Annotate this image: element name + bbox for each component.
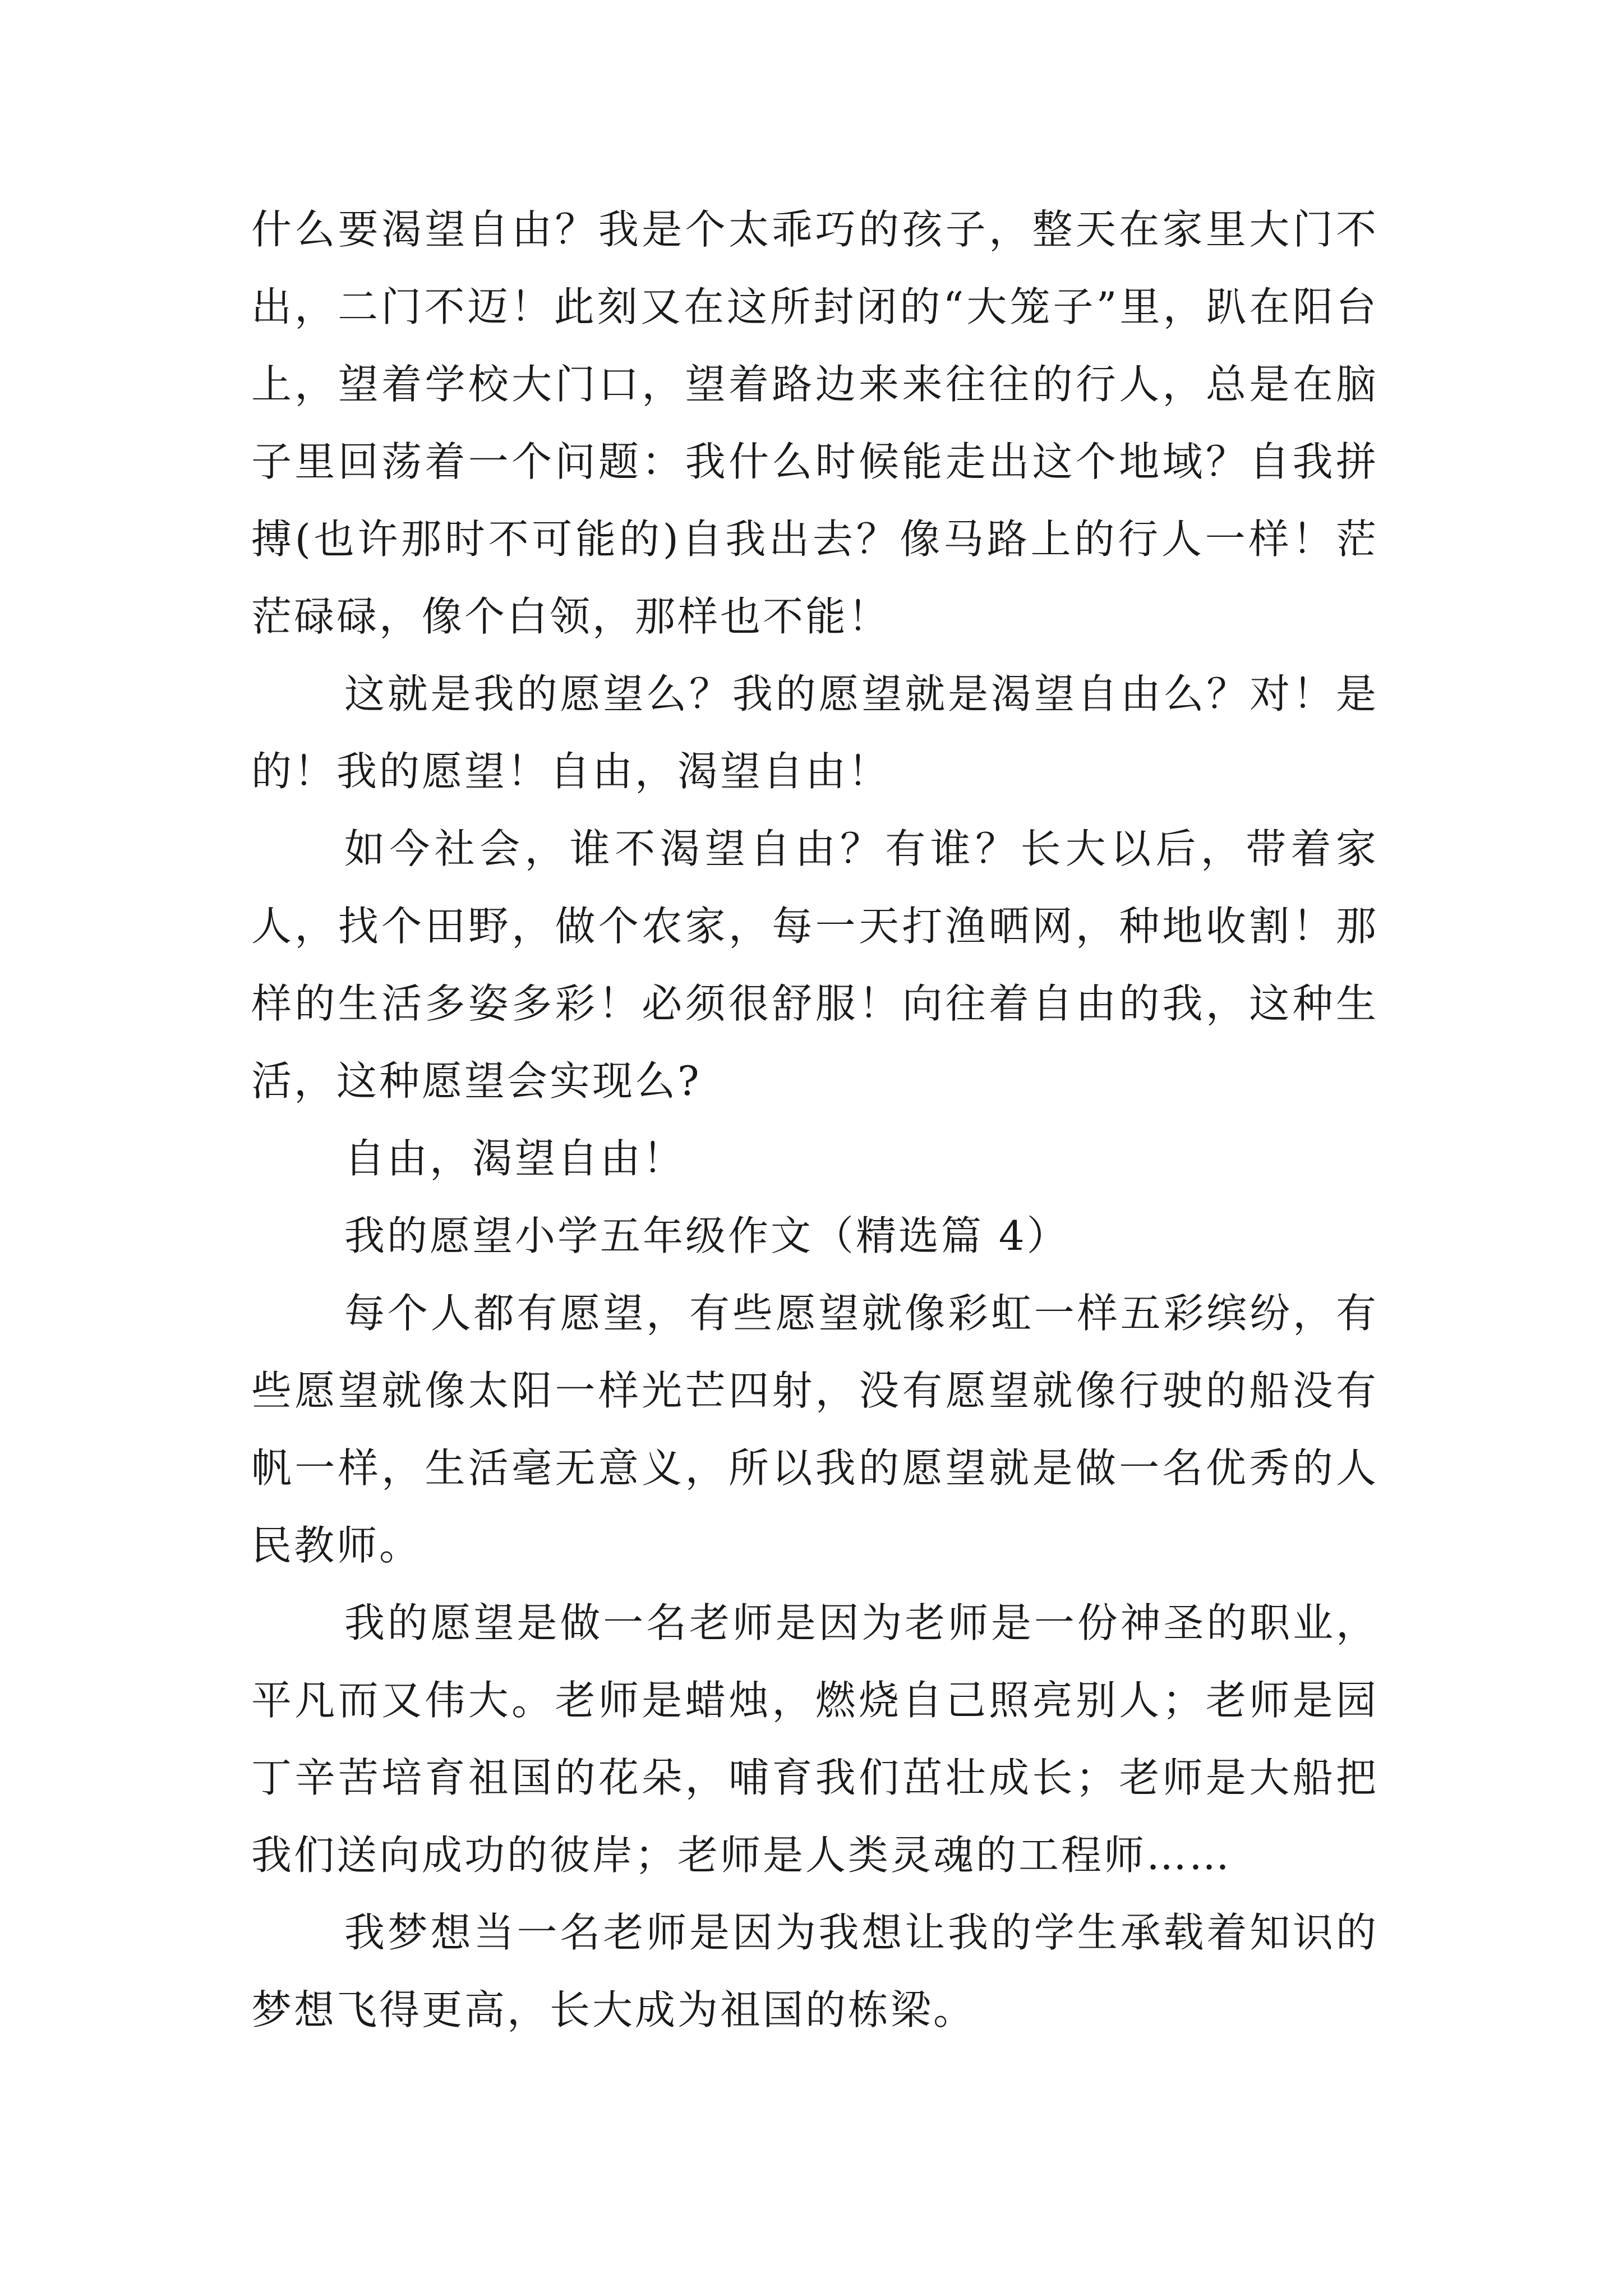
paragraph: 我梦想当一名老师是因为我想让我的学生承载着知识的梦想飞得更高，长大成为祖国的栋梁。 xyxy=(251,1909,1378,2033)
paragraph: 自由，渴望自由！ xyxy=(344,1135,686,1182)
paragraph: 每个人都有愿望，有些愿望就像彩虹一样五彩缤纷，有些愿望就像太阳一样光芒四射，没有愿望就像行驶的船没有帆一样，生活毫无意义，所以我的愿望就是做一名优秀的人民教师。 xyxy=(251,1290,1378,1569)
paragraph: 这就是我的愿望么？我的愿望就是渴望自由么？对！是的！我的愿望！自由，渴望自由！ xyxy=(251,670,1378,795)
paragraph-continued: 什么要渴望自由？我是个太乖巧的孩子，整天在家里大门不出，二门不迈！此刻又在这所封闭的“大笼子”里，趴在阳台上，望着学校大门口，望着路边来来往往的行人，总是在脑子里回荡着一个问题：我什么时候能走出这个地域？自我拼搏(也许那时不可能的)自我出去？像马路上的行人一样！茫茫碌碌，像个白领，那样也不能！ xyxy=(251,206,1378,640)
paragraph: 如今社会，谁不渴望自由？有谁？长大以后，带着家人，找个田野，做个农家，每一天打渔晒网，种地收割！那样的生活多姿多彩！必须很舒服！向往着自由的我，这种生活，这种愿望会实现么? xyxy=(251,825,1378,1105)
section-heading: 我的愿望小学五年级作文（精选篇 4） xyxy=(344,1212,1069,1259)
body-text xyxy=(251,191,1378,2049)
paragraph: 我的愿望是做一名老师是因为老师是一份神圣的职业，平凡而又伟大。老师是蜡烛，燃烧自己照亮别人；老师是园丁辛苦培育祖国的花朵，哺育我们茁壮成长；老师是大船把我们送向成功的彼岸；老师是人类灵魂的工程师…… xyxy=(251,1599,1378,1879)
